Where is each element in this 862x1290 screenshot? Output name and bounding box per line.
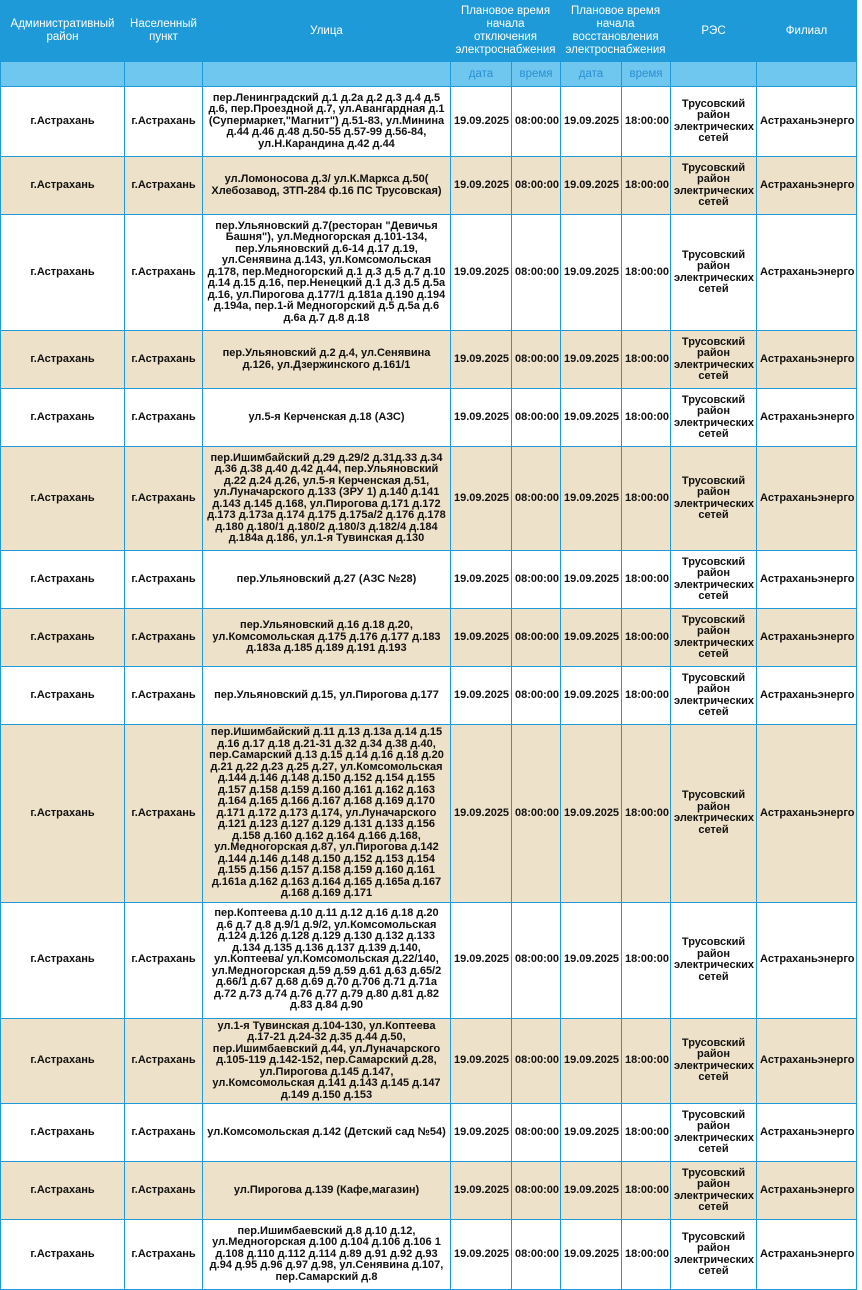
- cell-on-date: 19.09.2025: [561, 331, 622, 389]
- subheader-on-date: дата: [561, 62, 622, 87]
- cell-off-date: 19.09.2025: [451, 902, 512, 1018]
- cell-on-time: 18:00:00: [622, 609, 671, 667]
- cell-district: г.Астрахань: [1, 389, 125, 447]
- cell-off-date: 19.09.2025: [451, 1220, 512, 1290]
- cell-off-time: 08:00:00: [512, 87, 561, 157]
- cell-off-date: 19.09.2025: [451, 389, 512, 447]
- cell-street: пер.Ульяновский д.7(ресторан "Девичья Башня"), ул.Медногорская д.101-134, пер.Ульяновский д.6-14 д.17 д.19, ул.Сенявина д.143, ул.Комсомольская д.178, пер.Медногорский д.1 д.3 д.5 д.7 д.10 д.14 д.15 д.16, пер.Ненецкий д.1 д.3 д.5 д.5а д.16, ул.Пирогова д.177/1 д.181а д.190 д.194 д.194а, пер.1-й Медногорский д.5 д.5а д.6 д.6а д.7 д.8 д.18: [203, 215, 451, 331]
- cell-off-time: 08:00:00: [512, 157, 561, 215]
- cell-street: пер.Ишимбайский д.29 д.29/2 д.31д.33 д.34 д.36 д.38 д.40 д.42 д.44, пер.Ульяновский д.22 д.24 д.26, ул.5-я Керченская д.51, ул.Луначарского д.133 (ЗРУ 1) д.140 д.141 д.143 д.145 д.168, ул.Пирогова д.171 д.172 д.173 д.173а д.174 д.175 д.175а/2 д.176 д.178 д.180 д.180/1 д.180/2 д.180/3 д.182/4 д.184 д.184а д.186, ул.1-я Тувинская д.130: [203, 447, 451, 551]
- subheader-blank: [203, 62, 451, 87]
- cell-branch: Астраханьэнерго: [757, 157, 857, 215]
- cell-on-date: 19.09.2025: [561, 1220, 622, 1290]
- cell-off-date: 19.09.2025: [451, 667, 512, 725]
- cell-off-time: 08:00:00: [512, 1220, 561, 1290]
- cell-off-time: 08:00:00: [512, 331, 561, 389]
- header-off-time: Плановое время начала отключения электроснабжения: [451, 1, 561, 62]
- cell-off-date: 19.09.2025: [451, 157, 512, 215]
- cell-res: Трусовский район электрических сетей: [671, 1018, 757, 1104]
- cell-street: пер.Ульяновский д.16 д.18 д.20, ул.Комсомольская д.175 д.176 д.177 д.183 д.183а д.185 д.189 д.191 д.193: [203, 609, 451, 667]
- cell-on-date: 19.09.2025: [561, 1018, 622, 1104]
- cell-locality: г.Астрахань: [125, 902, 203, 1018]
- cell-street: ул.5-я Керченская д.18 (АЗС): [203, 389, 451, 447]
- cell-off-date: 19.09.2025: [451, 1018, 512, 1104]
- cell-street: пер.Ленинградский д.1 д.2а д.2 д.3 д.4 д.5 д.6, пер.Проездной д.7, ул.Авангардная д.1 (Супермаркет,"Магнит") д.51-83, ул.Минина д.44 д.46 д.48 д.50-55 д.57-99 д.56-84, ул.Н.Карандина д.42 д.44: [203, 87, 451, 157]
- cell-branch: Астраханьэнерго: [757, 447, 857, 551]
- header-locality: Населенный пункт: [125, 1, 203, 62]
- cell-res: Трусовский район электрических сетей: [671, 389, 757, 447]
- cell-on-time: 18:00:00: [622, 551, 671, 609]
- table-row: [1, 725, 857, 903]
- cell-street: пер.Ишимбаевский д.8 д.10 д.12, ул.Медногорская д.100 д.104 д.106 д.106 1 д.108 д.110 д.112 д.114 д.89 д.91 д.92 д.93 д.94 д.95 д.96 д.97 д.98, ул.Сенявина д.107, пер.Самарский д.8: [203, 1220, 451, 1290]
- subheader-blank: [671, 62, 757, 87]
- cell-street: ул.Пирогова д.139 (Кафе,магазин): [203, 1162, 451, 1220]
- cell-branch: Астраханьэнерго: [757, 609, 857, 667]
- cell-on-date: 19.09.2025: [561, 902, 622, 1018]
- cell-locality: г.Астрахань: [125, 1018, 203, 1104]
- cell-on-time: 18:00:00: [622, 667, 671, 725]
- table-row: [1, 1104, 857, 1162]
- table-row: [1, 1220, 857, 1290]
- table-row: [1, 902, 857, 1018]
- cell-street: пер.Коптеева д.10 д.11 д.12 д.16 д.18 д.20 д.6 д.7 д.8 д.9/1 д.9/2, ул.Комсомольская д.124 д.126 д.128 д.129 д.130 д.132 д.133 д.134 д.135 д.136 д.137 д.139 д.140, ул.Коптеева/ ул.Комсомольская д.22/140, ул.Медногорская д.59 д.59 д.61 д.63 д.65/2 д.66/1 д.67 д.68 д.69 д.70 д.706 д.71 д.71а д.72 д.73 д.74 д.76 д.77 д.79 д.80 д.81 д.82 д.83 д.84 д.90: [203, 902, 451, 1018]
- cell-locality: г.Астрахань: [125, 725, 203, 903]
- cell-on-date: 19.09.2025: [561, 157, 622, 215]
- cell-district: г.Астрахань: [1, 87, 125, 157]
- cell-off-time: 08:00:00: [512, 215, 561, 331]
- cell-res: Трусовский район электрических сетей: [671, 157, 757, 215]
- cell-street: пер.Ульяновский д.27 (АЗС №28): [203, 551, 451, 609]
- cell-street: пер.Ульяновский д.2 д.4, ул.Сенявина д.126, ул.Дзержинского д.161/1: [203, 331, 451, 389]
- cell-on-date: 19.09.2025: [561, 215, 622, 331]
- cell-district: г.Астрахань: [1, 1162, 125, 1220]
- table-row: [1, 551, 857, 609]
- subheader-blank: [757, 62, 857, 87]
- cell-off-date: 19.09.2025: [451, 1162, 512, 1220]
- cell-district: г.Астрахань: [1, 215, 125, 331]
- header-street: Улица: [203, 1, 451, 62]
- cell-district: г.Астрахань: [1, 1018, 125, 1104]
- cell-off-time: 08:00:00: [512, 551, 561, 609]
- cell-off-date: 19.09.2025: [451, 87, 512, 157]
- cell-on-time: 18:00:00: [622, 1162, 671, 1220]
- cell-locality: г.Астрахань: [125, 215, 203, 331]
- cell-on-date: 19.09.2025: [561, 609, 622, 667]
- cell-district: г.Астрахань: [1, 1104, 125, 1162]
- cell-locality: г.Астрахань: [125, 87, 203, 157]
- cell-on-date: 19.09.2025: [561, 725, 622, 903]
- cell-street: пер.Ишимбайский д.11 д.13 д.13а д.14 д.15 д.16 д.17 д.18 д.21-31 д.32 д.34 д.38 д.40, пер.Самарский д.13 д.15 д.14 д.16 д.18 д.20 д.21 д.22 д.23 д.25 д.27, ул.Комсомольская д.144 д.146 д.148 д.150 д.152 д.154 д.155 д.157 д.158 д.159 д.160 д.161 д.162 д.163 д.164 д.165 д.166 д.167 д.168 д.169 д.170 д.171 д.172 д.173 д.174, ул.Луначарского д.121 д.123 д.127 д.129 д.131 д.133 д.156 д.158 д.160 д.162 д.164 д.166 д.168, ул.Медногорская д.87, ул.Пирогова д.142 д.144 д.146 д.148 д.150 д.152 д.153 д.154 д.155 д.156 д.157 д.158 д.159 д.160 д.161 д.161а д.162 д.163 д.164 д.165 д.165а д.167 д.168 д.169 д.171: [203, 725, 451, 903]
- table-row: [1, 389, 857, 447]
- cell-street: ул.Ломоносова д.3/ ул.К.Маркса д.50( Хлебозавод, ЗТП-284 ф.16 ПС Трусовская): [203, 157, 451, 215]
- cell-on-time: 18:00:00: [622, 1104, 671, 1162]
- table-row: [1, 667, 857, 725]
- cell-off-date: 19.09.2025: [451, 609, 512, 667]
- cell-street: ул.Комсомольская д.142 (Детский сад №54): [203, 1104, 451, 1162]
- cell-off-date: 19.09.2025: [451, 551, 512, 609]
- cell-branch: Астраханьэнерго: [757, 902, 857, 1018]
- cell-on-date: 19.09.2025: [561, 1104, 622, 1162]
- cell-branch: Астраханьэнерго: [757, 725, 857, 903]
- cell-district: г.Астрахань: [1, 1220, 125, 1290]
- cell-off-time: 08:00:00: [512, 609, 561, 667]
- subheader-blank: [1, 62, 125, 87]
- cell-on-time: 18:00:00: [622, 902, 671, 1018]
- cell-off-date: 19.09.2025: [451, 447, 512, 551]
- cell-district: г.Астрахань: [1, 447, 125, 551]
- subheader-blank: [125, 62, 203, 87]
- cell-locality: г.Астрахань: [125, 1104, 203, 1162]
- cell-district: г.Астрахань: [1, 902, 125, 1018]
- table-row: [1, 157, 857, 215]
- subheader-off-time: время: [512, 62, 561, 87]
- cell-locality: г.Астрахань: [125, 331, 203, 389]
- header-res: РЭС: [671, 1, 757, 62]
- cell-district: г.Астрахань: [1, 551, 125, 609]
- cell-off-time: 08:00:00: [512, 1104, 561, 1162]
- cell-res: Трусовский район электрических сетей: [671, 447, 757, 551]
- table-row: [1, 87, 857, 157]
- header-branch: Филиал: [757, 1, 857, 62]
- cell-branch: Астраханьэнерго: [757, 1220, 857, 1290]
- cell-off-date: 19.09.2025: [451, 1104, 512, 1162]
- cell-locality: г.Астрахань: [125, 447, 203, 551]
- cell-on-time: 18:00:00: [622, 1018, 671, 1104]
- header-on-time: Плановое время начала восстановления электроснабжения: [561, 1, 671, 62]
- cell-district: г.Астрахань: [1, 157, 125, 215]
- cell-on-time: 18:00:00: [622, 157, 671, 215]
- subheader-off-date: дата: [451, 62, 512, 87]
- cell-on-date: 19.09.2025: [561, 447, 622, 551]
- cell-locality: г.Астрахань: [125, 1220, 203, 1290]
- table-row: [1, 1162, 857, 1220]
- header-district: Административный район: [1, 1, 125, 62]
- cell-locality: г.Астрахань: [125, 551, 203, 609]
- cell-res: Трусовский район электрических сетей: [671, 1162, 757, 1220]
- cell-street: пер.Ульяновский д.15, ул.Пирогова д.177: [203, 667, 451, 725]
- cell-res: Трусовский район электрических сетей: [671, 87, 757, 157]
- cell-on-date: 19.09.2025: [561, 1162, 622, 1220]
- cell-on-time: 18:00:00: [622, 1220, 671, 1290]
- cell-street: ул.1-я Тувинская д.104-130, ул.Коптеева д.17-21 д.24-32 д.35 д.44 д.50, пер.Ишимбаевский д.44, ул.Луначарского д.105-119 д.142-152, пер.Самарский д.28, ул.Пирогова д.145 д.147, ул.Комсомольская д.141 д.143 д.145 д.147 д.149 д.150 д.153: [203, 1018, 451, 1104]
- cell-district: г.Астрахань: [1, 609, 125, 667]
- cell-locality: г.Астрахань: [125, 609, 203, 667]
- cell-res: Трусовский район электрических сетей: [671, 551, 757, 609]
- cell-locality: г.Астрахань: [125, 1162, 203, 1220]
- cell-off-date: 19.09.2025: [451, 725, 512, 903]
- cell-off-time: 08:00:00: [512, 1018, 561, 1104]
- cell-branch: Астраханьэнерго: [757, 1104, 857, 1162]
- cell-district: г.Астрахань: [1, 725, 125, 903]
- cell-locality: г.Астрахань: [125, 667, 203, 725]
- cell-off-time: 08:00:00: [512, 389, 561, 447]
- cell-on-time: 18:00:00: [622, 389, 671, 447]
- cell-branch: Астраханьэнерго: [757, 331, 857, 389]
- cell-on-time: 18:00:00: [622, 725, 671, 903]
- cell-branch: Астраханьэнерго: [757, 551, 857, 609]
- cell-off-time: 08:00:00: [512, 902, 561, 1018]
- cell-res: Трусовский район электрических сетей: [671, 609, 757, 667]
- table-row: [1, 447, 857, 551]
- cell-on-date: 19.09.2025: [561, 551, 622, 609]
- cell-branch: Астраханьэнерго: [757, 1162, 857, 1220]
- cell-res: Трусовский район электрических сетей: [671, 902, 757, 1018]
- cell-branch: Астраханьэнерго: [757, 215, 857, 331]
- cell-branch: Астраханьэнерго: [757, 389, 857, 447]
- cell-branch: Астраханьэнерго: [757, 87, 857, 157]
- cell-on-date: 19.09.2025: [561, 389, 622, 447]
- cell-locality: г.Астрахань: [125, 157, 203, 215]
- cell-district: г.Астрахань: [1, 331, 125, 389]
- cell-off-time: 08:00:00: [512, 725, 561, 903]
- subheader-on-time: время: [622, 62, 671, 87]
- cell-on-time: 18:00:00: [622, 215, 671, 331]
- cell-locality: г.Астрахань: [125, 389, 203, 447]
- cell-res: Трусовский район электрических сетей: [671, 1220, 757, 1290]
- table-row: [1, 609, 857, 667]
- cell-off-time: 08:00:00: [512, 667, 561, 725]
- table-row: [1, 215, 857, 331]
- table-row: [1, 1018, 857, 1104]
- cell-res: Трусовский район электрических сетей: [671, 1104, 757, 1162]
- cell-off-date: 19.09.2025: [451, 215, 512, 331]
- cell-res: Трусовский район электрических сетей: [671, 215, 757, 331]
- cell-district: г.Астрахань: [1, 667, 125, 725]
- cell-on-date: 19.09.2025: [561, 87, 622, 157]
- cell-off-time: 08:00:00: [512, 447, 561, 551]
- cell-off-time: 08:00:00: [512, 1162, 561, 1220]
- cell-off-date: 19.09.2025: [451, 331, 512, 389]
- cell-branch: Астраханьэнерго: [757, 667, 857, 725]
- cell-on-time: 18:00:00: [622, 87, 671, 157]
- cell-res: Трусовский район электрических сетей: [671, 667, 757, 725]
- cell-branch: Астраханьэнерго: [757, 1018, 857, 1104]
- cell-res: Трусовский район электрических сетей: [671, 725, 757, 903]
- table-row: [1, 331, 857, 389]
- cell-on-date: 19.09.2025: [561, 667, 622, 725]
- cell-on-time: 18:00:00: [622, 331, 671, 389]
- cell-res: Трусовский район электрических сетей: [671, 331, 757, 389]
- cell-on-time: 18:00:00: [622, 447, 671, 551]
